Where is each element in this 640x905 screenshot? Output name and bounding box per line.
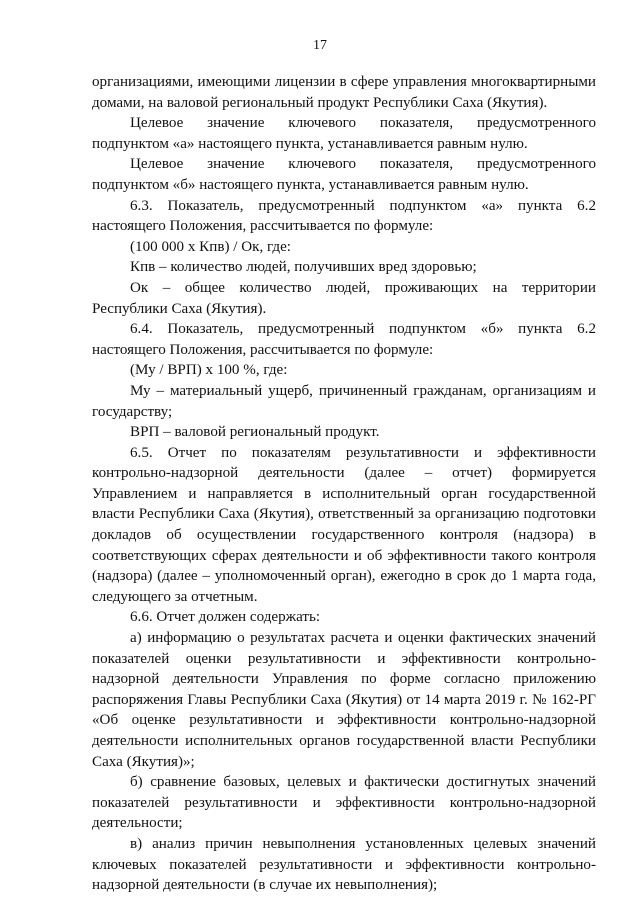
list-item-b: б) сравнение базовых, целевых и фактически достигнутых значений показателей результативности и эффективности контрольно-надзорной деятельности; xyxy=(92,774,596,832)
paragraph-continuation: организациями, имеющими лицензии в сфере управления многоквартирными домами, на валовой региональный продукт Республики Саха (Якутия). xyxy=(92,74,596,111)
definition-mu: Му – материальный ущерб, причиненный гражданам, организациям и государству; xyxy=(92,382,596,420)
paragraph-target-value-a: Целевое значение ключевого показателя, предусмотренного подпунктом «а» настоящего пункта, устанавливается равным нулю. xyxy=(92,115,596,152)
list-item-a: а) информацию о результатах расчета и оценки фактических значений показателей оценки результативности и эффективности контрольно-надзорной деятельности Управления по форме согласно приложению распоряжения Главы Республики Саха (Якутия) от 14 марта 2019 г. № 162-РГ «Об оценке результативности и эффективности контрольно-надзорной деятельности исполнительных органов государственной власти Республики Саха (Якутия)»; xyxy=(92,630,596,770)
paragraph-target-value-b: Целевое значение ключевого показателя, предусмотренного подпунктом «б» настоящего пункта, устанавливается равным нулю. xyxy=(92,156,596,193)
paragraph-6-5: 6.5. Отчет по показателям результативности и эффективности контрольно-надзорной деятельности (далее – отчет) формируется Управлением и направляется в исполнительный орган государственной власти Республики Саха (Якутия), ответственный за организацию подготовки докладов об осуществлении государственного контроля (надзора) в соответствующих сферах деятельности и об эффективности такого контроля (надзора) (далее – уполномоченный орган), ежегодно в срок до 1 марта года, следующего за отчетным. xyxy=(92,444,596,605)
page-number: 17 xyxy=(313,38,327,53)
definition-vrp: ВРП – валовой региональный продукт. xyxy=(130,424,380,441)
paragraph-6-4: 6.4. Показатель, предусмотренный подпунктом «б» пункта 6.2 настоящего Положения, рассчитывается по формуле: xyxy=(92,321,596,358)
list-item-v: в) анализ причин невыполнения установленных целевых значений ключевых показателей результативности и эффективности контрольно-надзорной деятельности (в случае их невыполнения); xyxy=(92,835,596,894)
formula-6-3: (100 000 x Кпв) / Ок, где: xyxy=(130,238,292,255)
paragraph-6-3: 6.3. Показатель, предусмотренный подпунктом «а» пункта 6.2 настоящего Положения, рассчитывается по формуле: xyxy=(92,197,596,235)
definition-kpv: Кпв – количество людей, получивших вред здоровью; xyxy=(130,259,477,276)
paragraph-6-6: 6.6. Отчет должен содержать: xyxy=(130,609,321,626)
document-body xyxy=(92,72,596,896)
formula-6-4: (Му / ВРП) x 100 %, где: xyxy=(130,362,288,379)
definition-ok: Ок – общее количество людей, проживающих на территории Республики Саха (Якутия). xyxy=(92,279,596,317)
